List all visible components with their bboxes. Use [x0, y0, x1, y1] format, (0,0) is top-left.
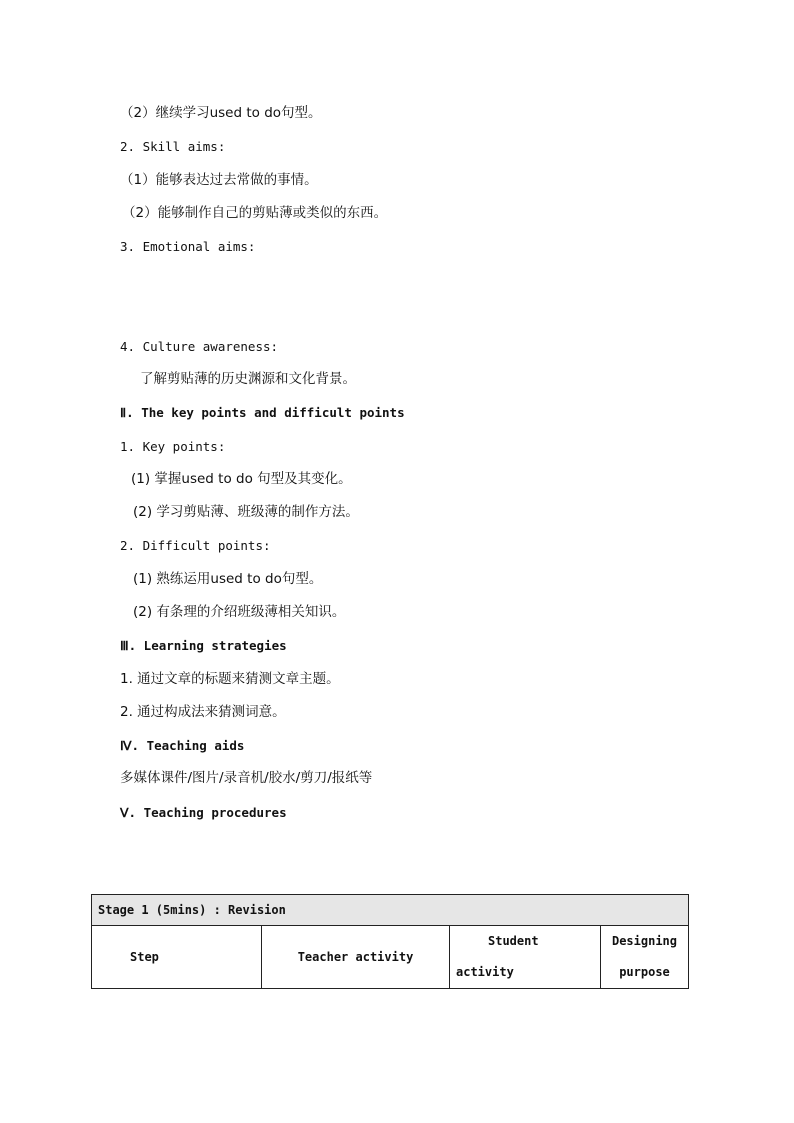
teaching-aids-text: 多媒体课件/图片/录音机/胶水/剪刀/报纸等	[120, 770, 373, 786]
difficult-points-heading: 2. Difficult points:	[120, 538, 271, 553]
skill-aims-heading: 2. Skill aims:	[120, 139, 226, 154]
difficult-point-1: (1) 熟练运用used to do句型。	[133, 571, 323, 587]
section-heading-teaching-procedures: Ⅴ. Teaching procedures	[120, 805, 287, 820]
stage-title: Stage 1 (5mins) : Revision	[92, 895, 689, 926]
col-designing-purpose	[601, 926, 689, 989]
section-heading-learning-strategies: Ⅲ. Learning strategies	[120, 638, 287, 653]
col-student-line-2: activity	[456, 965, 514, 979]
col-step: Step	[92, 926, 262, 989]
col-design-line-2: purpose	[619, 965, 670, 979]
culture-awareness-heading: 4. Culture awareness:	[120, 339, 279, 354]
stage-table	[91, 894, 689, 989]
emotional-aims-heading: 3. Emotional aims:	[120, 239, 256, 254]
stage-header-row	[92, 895, 689, 926]
col-teacher-activity: Teacher activity	[262, 926, 450, 989]
strategy-1: 1. 通过文章的标题来猜测文章主题。	[120, 671, 340, 687]
column-header-row	[92, 926, 689, 989]
key-points-heading: 1. Key points:	[120, 439, 226, 454]
objective-line: （2）继续学习used to do句型。	[120, 105, 322, 121]
skill-aim-1: （1）能够表达过去常做的事情。	[120, 172, 318, 188]
culture-awareness-text: 了解剪贴薄的历史渊源和文化背景。	[140, 371, 356, 387]
col-design-line-1: Designing	[611, 934, 678, 948]
strategy-2: 2. 通过构成法来猜测词意。	[120, 704, 286, 720]
col-student-line-1: Student	[488, 934, 539, 948]
skill-aim-2: （2）能够制作自己的剪贴薄或类似的东西。	[122, 205, 388, 221]
key-point-2: (2) 学习剪贴薄、班级薄的制作方法。	[133, 504, 359, 520]
key-point-1: (1) 掌握used to do 句型及其变化。	[131, 471, 352, 487]
section-heading-key-points: Ⅱ. The key points and difficult points	[120, 405, 405, 420]
difficult-point-2: (2) 有条理的介绍班级薄相关知识。	[133, 604, 346, 620]
section-heading-teaching-aids: Ⅳ. Teaching aids	[120, 738, 245, 753]
col-student-activity	[450, 926, 601, 989]
